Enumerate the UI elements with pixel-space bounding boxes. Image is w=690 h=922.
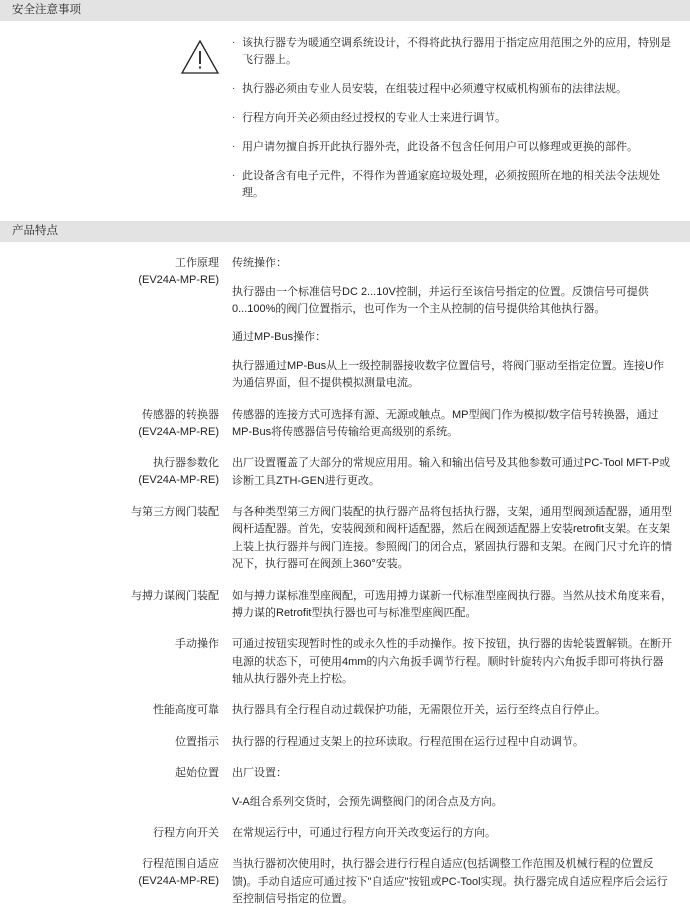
section-header-safety: 安全注意事项 [0,0,690,22]
bullet-dot-icon: · [232,170,236,182]
feature-paragraph: 出厂设置： [232,767,287,780]
feature-row [0,856,690,908]
feature-paragraph: 执行器由一个标准信号DC 2...10V控制，并运行至该信号指定的位置。反馈信号可提供0...100%的阀门位置指示，也可作为一个主从控制的信号提供给其他执行器。 [232,285,649,316]
feature-label-main: 传感器的转换器 [142,408,219,421]
safety-bullet-text: 行程方向开关必须由经过授权的专业人士来进行调节。 [242,112,506,125]
feature-value [232,455,690,490]
safety-bullet-text: 执行器必须由专业人员安装，在组装过程中必须遵守权威机构颁布的法律法规。 [242,83,627,96]
feature-paragraph: 执行器通过MP-Bus从上一级控制器接收数字位置信号，将阀门驱动至指定位置。连接U作为通信界面，但不提供模拟测量电流。 [232,359,665,390]
feature-value [232,636,690,688]
feature-row [0,636,690,688]
feature-row [0,255,690,392]
feature-label-main: 手动操作 [175,638,219,651]
feature-label-sub: (EV24A-MP-RE) [138,425,219,438]
feature-label [0,734,232,751]
feature-row [0,825,690,842]
bullet-dot-icon: · [232,37,236,48]
feature-paragraph: 可通过按钮实现暂时性的或永久性的手动操作。按下按钮，执行器的齿轮装置解锁。在断开电源的状态下，可使用4mm的内六角扳手调节行程。顺时针旋转内六角扳手即可将执行器轴从执行器外壳上拧松。 [232,638,672,686]
feature-paragraph: 当执行器初次使用时，执行器会进行行程自适应(包括调整工作范围及机械行程的位置反馈)。手动自适应可通过按下"自适应"按钮或PC-Tool实现。执行器完成自适应程序后会运行至控制信号指定的位置。 [232,858,668,906]
feature-label-main: 位置指示 [175,735,219,748]
feature-paragraph: 通过MP-Bus操作： [232,331,327,344]
feature-label [0,255,232,392]
feature-list [0,243,690,908]
feature-label-main: 与第三方阀门装配 [131,506,219,519]
feature-label [0,636,232,688]
feature-row [0,407,690,442]
feature-label-main: 起始位置 [175,767,219,780]
feature-value [232,856,690,908]
feature-paragraph: V-A组合系列交货时，会预先调整阀门的闭合点及方向。 [232,795,503,808]
safety-bullet-list [232,35,672,202]
list-item [232,139,672,156]
feature-value [232,588,690,623]
feature-paragraph: 出厂设置覆盖了大部分的常规应用用。输入和输出信号及其他参数可通过PC-Tool MFT-P或诊断工具ZTH-GEN进行更改。 [232,457,671,487]
safety-bullet-text: 此设备含有电子元件，不得作为普通家庭垃圾处理，必须按照所在地的相关法令法规处理。 [242,170,660,200]
feature-paragraph: 执行器的行程通过支架上的拉环读取。行程范围在运行过程中自动调节。 [232,735,584,748]
feature-value [232,504,690,574]
feature-label-sub: (EV24A-MP-RE) [138,875,219,888]
feature-row [0,455,690,490]
feature-paragraph: 如与搏力谋标准型座阀配，可选用搏力谋新一代标准型座阀执行器。当然从技术角度来看，搏力谋的Retrofit型执行器也可与标准型座阀匹配。 [232,589,672,619]
feature-row [0,765,690,811]
feature-value [232,255,690,392]
feature-label [0,407,232,442]
feature-row [0,588,690,623]
warning-triangle-icon [180,39,220,75]
feature-paragraph: 执行器具有全行程自动过载保护功能，无需限位开关，运行至终点自行停止。 [232,704,606,717]
feature-value [232,825,690,842]
section-header-features: 产品特点 [0,221,690,243]
feature-paragraph: 与各种类型第三方阀门装配的执行器产品将包括执行器，支架，通用型阀颈适配器，通用型阀杆适配器。首先，安装阀颈和阀杆适配器，然后在阀颈适配器上安装retrofit支架。在支架上装上执行器并与阀门连接。参照阀门的闭合点，紧固执行器和支架。在阀门尺寸允许的情况下，执行器可在阀颈上360°安装。 [232,506,672,571]
feature-label-sub: (EV24A-MP-RE) [138,474,219,487]
bullet-dot-icon: · [232,83,236,95]
safety-bullet-text: 该执行器专为暖通空调系统设计，不得将此执行器用于指定应用范围之外的应用，特别是飞行器上。 [242,37,671,67]
feature-row [0,504,690,574]
feature-label [0,455,232,490]
feature-label [0,504,232,574]
bullet-dot-icon: · [232,112,236,124]
list-item [232,81,672,98]
feature-label-sub: (EV24A-MP-RE) [138,274,219,287]
feature-label-main: 执行器参数化 [153,457,219,470]
feature-value [232,407,690,442]
feature-label-main: 与搏力谋阀门装配 [131,589,219,602]
feature-label [0,702,232,719]
feature-paragraph: 传感器的连接方式可选择有源、无源或触点。MP型阀门作为模拟/数字信号转换器，通过MP-Bus将传感器信号传输给更高级别的系统。 [232,408,659,438]
feature-label [0,765,232,811]
feature-label [0,825,232,842]
feature-label-main: 行程范围自适应 [142,858,219,871]
feature-row [0,734,690,751]
safety-content [0,22,690,212]
feature-row [0,702,690,719]
feature-label [0,856,232,908]
feature-value [232,702,690,719]
safety-bullet-text: 用户请勿擅自拆开此执行器外壳，此设备不包含任何用户可以修理或更换的部件。 [242,141,638,154]
feature-label-main: 工作原理 [175,257,219,270]
feature-paragraph: 在常规运行中，可通过行程方向开关改变运行的方向。 [232,826,496,839]
feature-label [0,588,232,623]
warning-icon-cell [0,35,232,202]
feature-value [232,734,690,751]
feature-label-main: 性能高度可靠 [153,704,219,717]
list-item [232,168,672,202]
feature-value [232,765,690,811]
list-item [232,35,672,69]
bullet-dot-icon: · [232,141,236,153]
feature-label-main: 行程方向开关 [153,826,219,839]
list-item [232,110,672,127]
feature-paragraph: 传统操作： [232,257,287,270]
